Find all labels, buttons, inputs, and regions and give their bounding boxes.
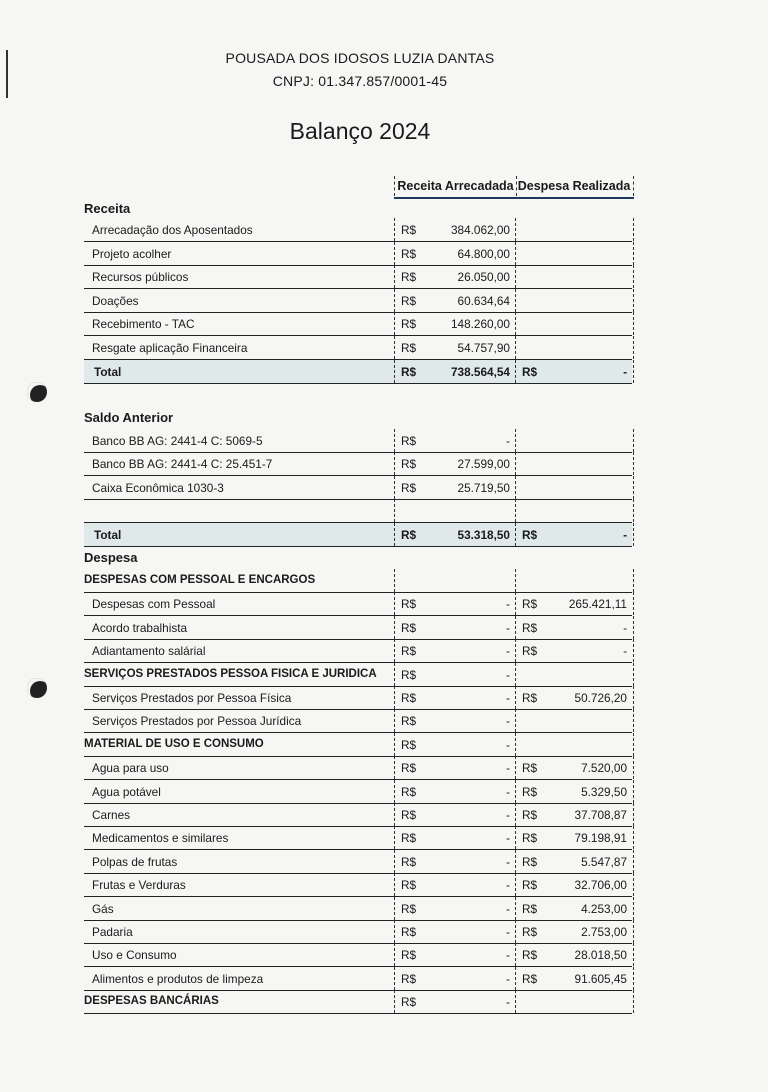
despesa-cell — [515, 499, 634, 522]
receita-cell — [394, 897, 516, 920]
row-label: DESPESAS COM PESSOAL E ENCARGOS — [84, 574, 316, 586]
currency-symbol: R$ — [401, 784, 417, 799]
row-label: Arrecadação dos Aposentados — [92, 223, 253, 237]
amount-value: - — [506, 737, 510, 752]
table-row — [84, 289, 632, 313]
currency-symbol: R$ — [401, 294, 417, 308]
table-row — [84, 639, 632, 663]
category-row — [84, 569, 632, 593]
amount-value: - — [623, 644, 627, 659]
table-row — [84, 452, 632, 476]
table-row — [84, 780, 632, 804]
despesa-cell — [515, 452, 634, 475]
amount-value: - — [506, 808, 510, 822]
amount-value: - — [506, 667, 510, 682]
receita-cell — [394, 803, 516, 826]
amount-value: - — [506, 597, 510, 612]
currency-symbol: R$ — [401, 270, 417, 284]
currency-symbol: R$ — [401, 737, 417, 752]
amount-value: 32.706,00 — [574, 878, 627, 893]
table-row — [84, 897, 632, 921]
despesa-cell — [515, 663, 634, 686]
table-row — [84, 850, 632, 874]
row-label: Padaria — [92, 925, 133, 939]
currency-symbol: R$ — [401, 481, 417, 495]
row-label: Doações — [92, 294, 139, 308]
amount-value: - — [506, 831, 510, 846]
amount-value: 2.753,00 — [581, 925, 627, 939]
row-label: Agua potável — [92, 784, 161, 799]
currency-symbol: R$ — [401, 667, 417, 682]
receita-cell — [394, 850, 516, 873]
receita-cell — [394, 242, 516, 265]
amount-value: - — [623, 365, 627, 379]
amount-value: - — [506, 948, 510, 963]
row-label: Despesas com Pessoal — [92, 597, 216, 612]
row-label: MATERIAL DE USO E CONSUMO — [84, 737, 264, 750]
despesa-cell — [515, 897, 634, 920]
amount-value: - — [506, 434, 510, 448]
amount-value: 7.520,00 — [581, 761, 627, 776]
amount-value: - — [506, 925, 510, 939]
amount-value: - — [506, 901, 510, 916]
amount-value: 60.634,64 — [457, 294, 510, 308]
receita-cell — [394, 967, 516, 990]
currency-symbol: R$ — [401, 528, 417, 542]
amount-value: - — [623, 620, 627, 635]
section-title: Receita — [84, 201, 131, 216]
despesa-cell — [515, 803, 634, 826]
amount-value: 53.318,50 — [457, 528, 510, 542]
currency-symbol: R$ — [401, 831, 417, 846]
receita-cell — [394, 499, 516, 522]
despesa-cell — [515, 967, 634, 990]
currency-symbol: R$ — [401, 995, 417, 1010]
despesa-cell — [515, 289, 634, 312]
amount-value: 79.198,91 — [574, 831, 627, 846]
amount-value: 5.547,87 — [581, 854, 627, 869]
currency-symbol: R$ — [522, 808, 538, 822]
amount-value: 148.260,00 — [450, 317, 510, 331]
receita-cell — [394, 709, 516, 732]
table-row — [84, 826, 632, 850]
section-title: Despesa — [84, 550, 138, 565]
currency-symbol: R$ — [401, 597, 417, 612]
receita-cell — [394, 452, 516, 475]
row-label: Adiantamento salárial — [92, 644, 206, 659]
row-label: Polpas de frutas — [92, 854, 178, 869]
currency-symbol: R$ — [522, 597, 538, 612]
row-label: Uso e Consumo — [92, 948, 177, 963]
table-row — [84, 592, 632, 616]
despesa-cell — [515, 733, 634, 756]
amount-value: 4.253,00 — [581, 901, 627, 916]
amount-value: 25.719,50 — [457, 481, 510, 495]
column-header-despesa: Despesa Realizada — [515, 176, 634, 196]
receita-cell — [394, 990, 516, 1013]
amount-value: - — [506, 691, 510, 705]
currency-symbol: R$ — [401, 808, 417, 822]
table-row — [84, 429, 632, 453]
table-row — [84, 476, 632, 500]
table-row — [84, 756, 632, 780]
table-row — [84, 943, 632, 967]
despesa-cell — [515, 569, 634, 592]
currency-symbol: R$ — [401, 247, 417, 261]
category-row — [84, 733, 632, 757]
row-label: Serviços Prestados por Pessoa Física — [92, 691, 292, 705]
row-label: Total — [94, 528, 122, 542]
receita-cell — [394, 920, 516, 943]
row-label: Acordo trabalhista — [92, 620, 188, 635]
amount-value: - — [506, 620, 510, 635]
table-row — [84, 873, 632, 897]
currency-symbol: R$ — [401, 878, 417, 893]
amount-value: - — [506, 971, 510, 986]
despesa-cell — [515, 709, 634, 732]
despesa-cell — [515, 756, 634, 779]
receita-cell — [394, 476, 516, 499]
column-header-receita: Receita Arrecadada — [394, 176, 517, 196]
receita-cell — [394, 523, 516, 546]
amount-value: 384.062,00 — [450, 223, 510, 237]
row-label: Projeto acolher — [92, 247, 172, 261]
despesa-cell — [515, 943, 634, 966]
currency-symbol: R$ — [522, 878, 538, 893]
despesa-cell — [515, 242, 634, 265]
currency-symbol: R$ — [522, 365, 538, 379]
table-row — [84, 336, 632, 360]
currency-symbol: R$ — [401, 620, 417, 635]
row-label: Caixa Econômica 1030-3 — [92, 481, 224, 495]
row-label: Serviços Prestados por Pessoa Jurídica — [92, 714, 302, 729]
amount-value: 27.599,00 — [457, 457, 510, 471]
currency-symbol: R$ — [401, 317, 417, 331]
receita-cell — [394, 663, 516, 686]
row-label: SERVIÇOS PRESTADOS PESSOA FISICA E JURIDICA — [84, 667, 377, 680]
table-row — [84, 265, 632, 289]
despesa-cell — [515, 523, 634, 546]
table-row — [84, 709, 632, 733]
blank-row — [84, 499, 632, 523]
table-row — [84, 920, 632, 944]
receita-cell — [394, 873, 516, 896]
receita-cell — [394, 943, 516, 966]
category-row — [84, 663, 632, 687]
document-title: Balanço 2024 — [289, 118, 431, 144]
despesa-cell — [515, 850, 634, 873]
amount-value: 37.708,87 — [574, 808, 627, 822]
currency-symbol: R$ — [401, 971, 417, 986]
receita-cell — [394, 733, 516, 756]
currency-symbol: R$ — [522, 620, 538, 635]
currency-symbol: R$ — [401, 901, 417, 916]
receita-cell — [394, 265, 516, 288]
row-label: Banco BB AG: 2441-4 C: 25.451-7 — [92, 457, 273, 471]
header-underline — [394, 197, 634, 199]
amount-value: 738.564,54 — [450, 365, 510, 379]
row-label: Alimentos e produtos de limpeza — [92, 971, 264, 986]
receita-cell — [394, 312, 516, 335]
row-label: Medicamentos e similares — [92, 831, 229, 846]
currency-symbol: R$ — [401, 854, 417, 869]
row-label: Banco BB AG: 2441-4 C: 5069-5 — [92, 434, 263, 448]
currency-symbol: R$ — [401, 714, 417, 729]
punch-hole — [27, 382, 47, 402]
currency-symbol: R$ — [401, 457, 417, 471]
receita-cell — [394, 639, 516, 662]
category-row — [84, 990, 632, 1014]
amount-value: - — [506, 878, 510, 893]
amount-value: 91.605,45 — [574, 971, 627, 986]
despesa-cell — [515, 990, 634, 1013]
currency-symbol: R$ — [522, 925, 538, 939]
amount-value: - — [506, 854, 510, 869]
receita-cell — [394, 360, 516, 383]
row-label: Recebimento - TAC — [92, 317, 195, 331]
table-row — [84, 803, 632, 827]
currency-symbol: R$ — [522, 901, 538, 916]
organization-cnpj: CNPJ: 01.347.857/0001-45 — [272, 73, 448, 89]
row-label: Gás — [92, 901, 114, 916]
despesa-cell — [515, 873, 634, 896]
currency-symbol: R$ — [522, 948, 538, 963]
currency-symbol: R$ — [401, 761, 417, 776]
currency-symbol: R$ — [522, 784, 538, 799]
section-title: Saldo Anterior — [84, 410, 174, 425]
receita-cell — [394, 289, 516, 312]
table-row — [84, 312, 632, 336]
despesa-cell — [515, 592, 634, 615]
despesa-cell — [515, 336, 634, 359]
currency-symbol: R$ — [401, 925, 417, 939]
despesa-cell — [515, 616, 634, 639]
receita-cell — [394, 429, 516, 452]
amount-value: 28.018,50 — [574, 948, 627, 963]
currency-symbol: R$ — [522, 691, 538, 705]
amount-value: 50.726,20 — [574, 691, 627, 705]
receita-cell — [394, 336, 516, 359]
table-row — [84, 616, 632, 640]
row-label: Carnes — [92, 808, 131, 822]
receita-cell — [394, 569, 516, 592]
table-row — [84, 218, 632, 242]
amount-value: 26.050,00 — [457, 270, 510, 284]
amount-value: - — [506, 784, 510, 799]
table-row — [84, 967, 632, 991]
amount-value: - — [506, 761, 510, 776]
punch-hole — [27, 678, 47, 698]
receita-cell — [394, 756, 516, 779]
despesa-cell — [515, 686, 634, 709]
receita-cell — [394, 218, 516, 241]
currency-symbol: R$ — [522, 761, 538, 776]
amount-value: - — [506, 714, 510, 729]
amount-value: 265.421,11 — [568, 597, 627, 612]
amount-value: - — [506, 644, 510, 659]
despesa-cell — [515, 476, 634, 499]
despesa-cell — [515, 826, 634, 849]
despesa-cell — [515, 920, 634, 943]
despesa-cell — [515, 639, 634, 662]
currency-symbol: R$ — [522, 971, 538, 986]
row-label: Resgate aplicação Financeira — [92, 341, 248, 355]
amount-value: 54.757,90 — [457, 341, 510, 355]
currency-symbol: R$ — [401, 691, 417, 705]
currency-symbol: R$ — [522, 831, 538, 846]
despesa-cell — [515, 780, 634, 803]
despesa-cell — [515, 218, 634, 241]
row-label: Agua para uso — [92, 761, 169, 776]
amount-value: 5.329,50 — [581, 784, 627, 799]
amount-value: - — [506, 995, 510, 1010]
currency-symbol: R$ — [522, 528, 538, 542]
despesa-cell — [515, 429, 634, 452]
currency-symbol: R$ — [401, 434, 417, 448]
receita-cell — [394, 616, 516, 639]
organization-name: POUSADA DOS IDOSOS LUZIA DANTAS — [225, 50, 495, 66]
currency-symbol: R$ — [401, 341, 417, 355]
currency-symbol: R$ — [522, 854, 538, 869]
despesa-cell — [515, 312, 634, 335]
table-row — [84, 686, 632, 710]
amount-value: 64.800,00 — [457, 247, 510, 261]
row-label: Recursos públicos — [92, 270, 189, 284]
total-row — [84, 359, 632, 384]
table-row — [84, 242, 632, 266]
despesa-cell — [515, 265, 634, 288]
receita-cell — [394, 826, 516, 849]
row-label: Frutas e Verduras — [92, 878, 186, 893]
row-label: DESPESAS BANCÁRIAS — [84, 995, 219, 1008]
currency-symbol: R$ — [401, 223, 417, 237]
receita-cell — [394, 780, 516, 803]
total-row — [84, 522, 632, 547]
amount-value: - — [623, 528, 627, 542]
currency-symbol: R$ — [401, 948, 417, 963]
row-label: Total — [94, 365, 122, 379]
despesa-cell — [515, 360, 634, 383]
currency-symbol: R$ — [522, 644, 538, 659]
receita-cell — [394, 686, 516, 709]
receita-cell — [394, 592, 516, 615]
currency-symbol: R$ — [401, 365, 417, 379]
currency-symbol: R$ — [401, 644, 417, 659]
